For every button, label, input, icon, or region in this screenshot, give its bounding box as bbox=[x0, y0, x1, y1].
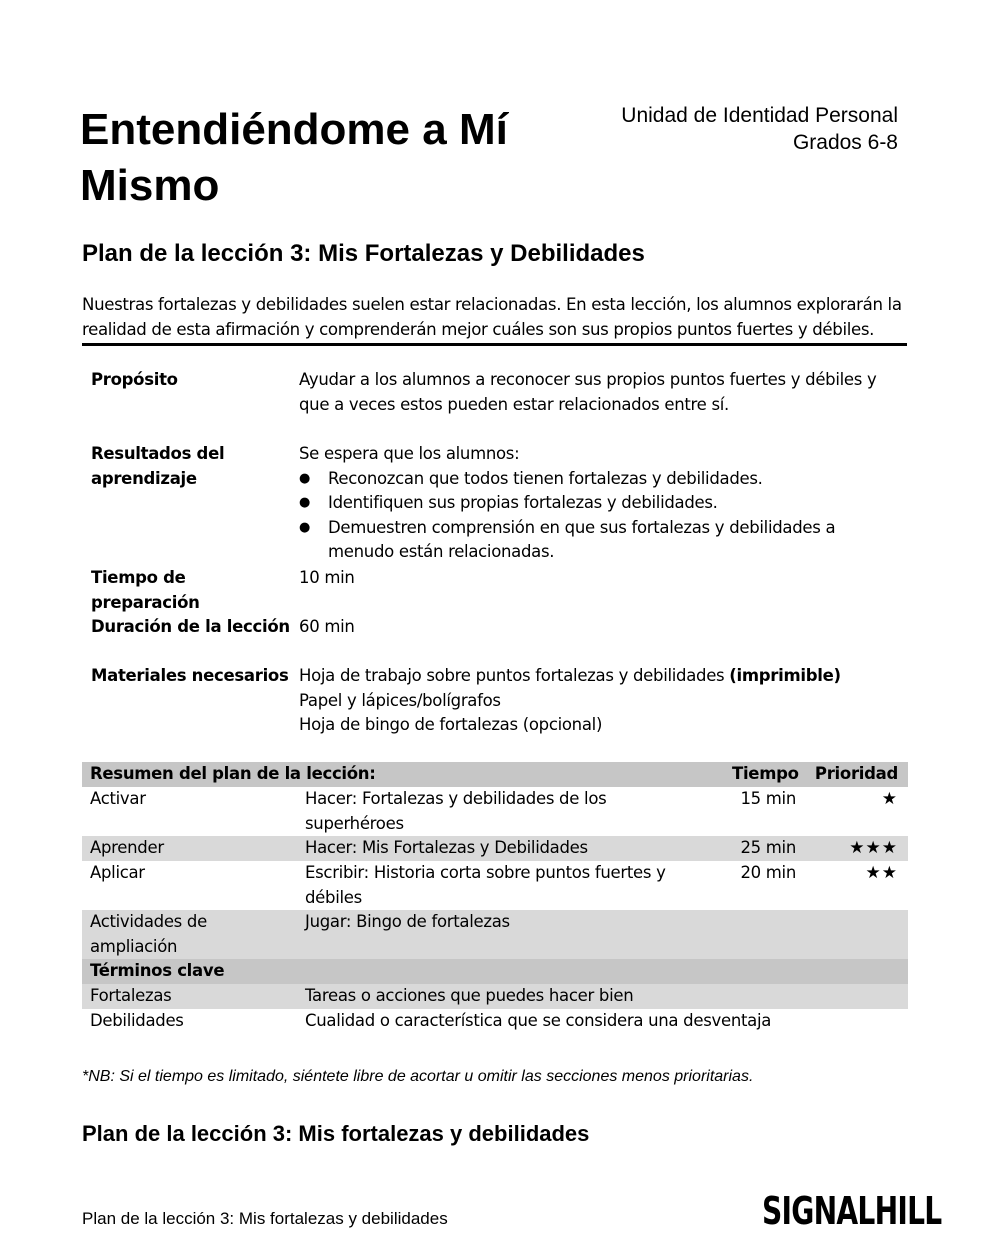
materials-list bbox=[299, 664, 899, 738]
term-row: Fortalezas Tareas o acciones que puedes hacer bien bbox=[82, 984, 908, 1009]
priority-stars: ★★★ bbox=[849, 838, 898, 858]
outcomes-label: Resultados del aprendizaje bbox=[91, 444, 225, 488]
lesson-summary-table bbox=[82, 762, 908, 1034]
duration-value: 60 min bbox=[299, 617, 355, 636]
table-row: Actividades de ampliación Jugar: Bingo de fortalezas bbox=[82, 910, 908, 959]
key-terms-label: Términos clave bbox=[90, 961, 225, 980]
outcomes-list bbox=[299, 467, 859, 565]
key-terms-header-row bbox=[82, 959, 908, 984]
prep-label: Tiempo de preparación bbox=[91, 568, 200, 612]
divider bbox=[82, 343, 907, 346]
material-item: Papel y lápices/bolígrafos bbox=[299, 690, 501, 710]
materials-label: Materiales necesarios bbox=[91, 666, 289, 685]
summary-header-label: Resumen del plan de la lección: bbox=[90, 764, 376, 783]
document-title: Entendiéndome a Mí Mismo bbox=[80, 105, 508, 210]
term-row: Debilidades Cualidad o característica que se considera una desventaja bbox=[90, 1011, 772, 1030]
priority-stars: ★ bbox=[881, 789, 898, 809]
lesson-heading: Plan de la lección 3: Mis Fortalezas y Debilidades bbox=[82, 240, 645, 267]
table-row: Aplicar Escribir: Historia corta sobre puntos fuertes y débiles 20 min ★★ bbox=[90, 863, 898, 907]
grade-range: Grados 6-8 bbox=[792, 131, 898, 154]
table-row: Activar Hacer: Fortalezas y debilidades de los superhéroes 15 min ★ bbox=[90, 789, 898, 833]
table-header-row bbox=[82, 762, 908, 787]
material-item: Hoja de bingo de fortalezas (opcional) bbox=[299, 715, 603, 735]
outcome-item: ● Reconozcan que todos tienen fortalezas y debilidades. bbox=[299, 467, 859, 492]
time-column-header: Tiempo bbox=[732, 764, 799, 783]
lesson-heading-secondary: Plan de la lección 3: Mis fortalezas y debilidades bbox=[82, 1121, 590, 1146]
outcome-item: ● Identifiquen sus propias fortalezas y debilidades. bbox=[299, 491, 859, 516]
signalhill-logo: SIGNALHILL bbox=[762, 1189, 942, 1233]
outcomes-intro: Se espera que los alumnos: bbox=[299, 444, 520, 463]
duration-label: Duración de la lección bbox=[91, 617, 290, 636]
printable-note: (imprimible) bbox=[729, 666, 841, 685]
unit-name: Unidad de Identidad Personal bbox=[621, 104, 898, 127]
unit-info bbox=[621, 102, 898, 156]
intro-paragraph: Nuestras fortalezas y debilidades suelen estar relacionadas. En esta lección, los alumnos explorarán la realidad de esta afirmación y comprenderán mejor cuáles son sus propios puntos fuertes y débiles. bbox=[82, 295, 902, 339]
priority-column-header: Prioridad bbox=[814, 764, 898, 783]
purpose-text: Ayudar a los alumnos a reconocer sus propios puntos fuertes y débiles y que a veces estos pueden estar relacionados entre sí. bbox=[299, 370, 877, 414]
purpose-label: Propósito bbox=[91, 370, 178, 389]
time-note: *NB: Si el tiempo es limitado, siéntete libre de acortar u omitir las secciones menos prioritarias. bbox=[82, 1068, 754, 1085]
table-row: Aprender Hacer: Mis Fortalezas y Debilidades 25 min ★★★ bbox=[82, 836, 908, 861]
material-item: Hoja de trabajo sobre puntos fortalezas y debilidades (imprimible) bbox=[299, 666, 841, 685]
outcome-item: ● Demuestren comprensión en que sus fortalezas y debilidades a menudo están relacionadas. bbox=[299, 516, 859, 565]
prep-value: 10 min bbox=[299, 568, 355, 587]
footer-text: Plan de la lección 3: Mis fortalezas y debilidades bbox=[82, 1209, 448, 1228]
priority-stars: ★★ bbox=[865, 863, 898, 883]
outcomes-block bbox=[299, 442, 859, 565]
